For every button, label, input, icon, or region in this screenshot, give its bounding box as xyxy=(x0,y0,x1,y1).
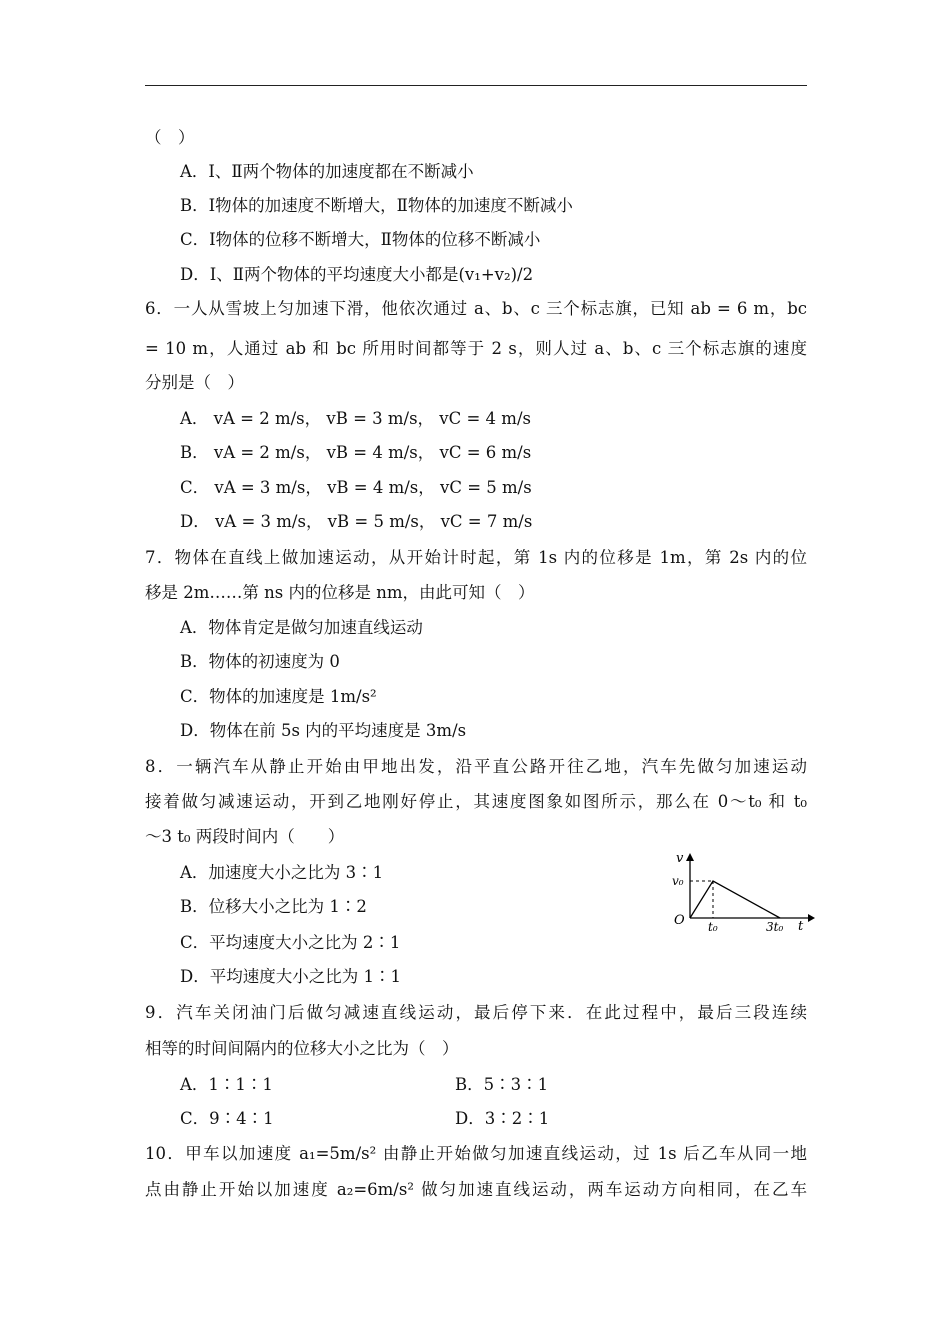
q5-option-c: C．Ⅰ物体的位移不断增大，Ⅱ物体的位移不断减小 xyxy=(180,230,541,249)
q7-stem-line-2: 移是 2m……第 ns 内的位移是 nm，由此可知（ ） xyxy=(145,583,535,602)
t-axis-label: t xyxy=(798,919,804,933)
q5-option-a: A．Ⅰ、Ⅱ两个物体的加速度都在不断减小 xyxy=(180,162,474,181)
q10-stem-line-2: 点由静止开始以加速度 a₂=6m/s² 做匀加速直线运动，两车运动方向相同，在乙车 xyxy=(145,1180,807,1199)
t0-label: t₀ xyxy=(708,920,718,933)
q7-stem-line-1: 7．物体在直线上做加速运动，从开始计时起，第 1s 内的位移是 1m，第 2s 内的位 xyxy=(145,548,807,567)
q8-option-c: C．平均速度大小之比为 2∶1 xyxy=(180,933,401,952)
q8-stem-line-3: ～3 t₀ 两段时间内（ ） xyxy=(145,827,345,846)
q6-option-b: B． vA = 2 m/s， vB = 4 m/s， vC = 6 m/s xyxy=(180,443,532,462)
q6-stem-line-3: 分别是（ ） xyxy=(145,373,244,392)
q9-stem-line-1: 9．汽车关闭油门后做匀减速直线运动，最后停下来．在此过程中，最后三段连续 xyxy=(145,1003,807,1022)
q8-option-b: B．位移大小之比为 1∶2 xyxy=(180,897,367,916)
v0-label: v₀ xyxy=(672,874,684,888)
q8-stem-line-1: 8．一辆汽车从静止开始由甲地出发，沿平直公路开往乙地，汽车先做匀加速运动 xyxy=(145,757,807,776)
velocity-curve xyxy=(690,881,780,918)
q6-stem-line-2: = 10 m，人通过 ab 和 bc 所用时间都等于 2 s，则人过 a、b、c 三个标志旗的速度 xyxy=(145,339,807,358)
velocity-time-graph xyxy=(668,848,818,933)
q7-option-a: A．物体肯定是做匀加速直线运动 xyxy=(180,618,423,637)
q10-stem-line-1: 10．甲车以加速度 a₁=5m/s² 由静止开始做匀加速直线运动，过 1s 后乙车从同一地 xyxy=(145,1144,807,1163)
t-axis-arrow xyxy=(808,914,815,922)
3t0-label: 3t₀ xyxy=(766,920,784,933)
q6-option-c: C． vA = 3 m/s， vB = 4 m/s， vC = 5 m/s xyxy=(180,478,532,497)
q9-stem-line-2: 相等的时间间隔内的位移大小之比为（ ） xyxy=(145,1039,459,1058)
q8-option-a: A．加速度大小之比为 3∶1 xyxy=(180,863,384,882)
q7-option-d: D．物体在前 5s 内的平均速度是 3m/s xyxy=(180,721,467,740)
q6-option-a: A． vA = 2 m/s， vB = 3 m/s， vC = 4 m/s xyxy=(180,409,531,428)
v-axis-arrow xyxy=(686,853,694,861)
q6-option-d: D． vA = 3 m/s， vB = 5 m/s， vC = 7 m/s xyxy=(180,512,533,531)
q7-option-b: B．物体的初速度为 0 xyxy=(180,652,340,671)
v-axis-label: v xyxy=(676,851,684,866)
q7-option-c: C．物体的加速度是 1m/s² xyxy=(180,687,377,706)
q6-stem-line-1: 6．一人从雪坡上匀加速下滑，他依次通过 a、b、c 三个标志旗，已知 ab = 6 m，bc xyxy=(145,299,807,318)
header-rule xyxy=(145,85,807,86)
q9-option-b: B．5∶3∶1 xyxy=(455,1075,549,1094)
q5-option-b: B．Ⅰ物体的加速度不断增大，Ⅱ物体的加速度不断减小 xyxy=(180,196,573,215)
origin-label: O xyxy=(674,913,685,928)
q9-option-d: D．3∶2∶1 xyxy=(455,1109,550,1128)
q9-option-c: C．9∶4∶1 xyxy=(180,1109,274,1128)
q9-option-a: A．1∶1∶1 xyxy=(180,1075,273,1094)
q5-option-d: D．Ⅰ、Ⅱ两个物体的平均速度大小都是(v₁+v₂)/2 xyxy=(180,265,534,284)
q5-answer-bracket: （ ） xyxy=(145,128,195,147)
q8-stem-line-2: 接着做匀减速运动，开到乙地刚好停止，其速度图象如图所示，那么在 0～t₀ 和 t₀ xyxy=(145,792,807,811)
q8-option-d: D．平均速度大小之比为 1∶1 xyxy=(180,967,401,986)
